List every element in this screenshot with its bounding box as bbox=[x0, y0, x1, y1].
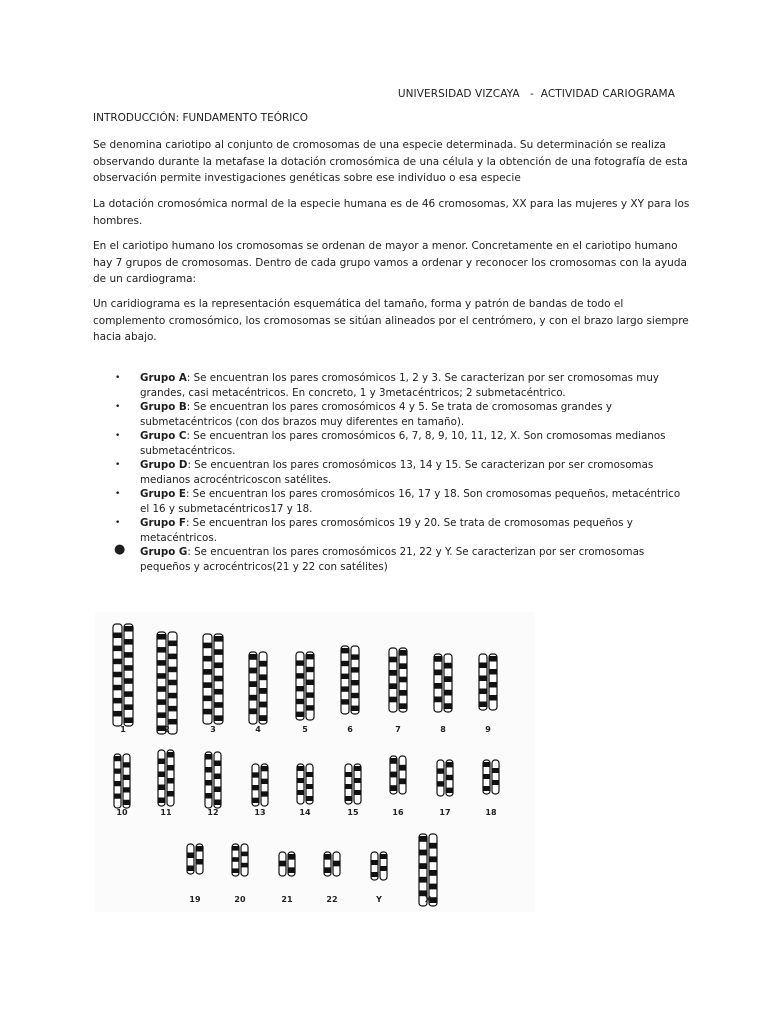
group-label: Grupo B bbox=[140, 401, 187, 413]
chromosome-pair-5 bbox=[296, 652, 314, 720]
chromosome-label: X bbox=[424, 895, 432, 904]
chromosome-pair-22 bbox=[324, 852, 340, 876]
document-header: UNIVERSIDAD VIZCAYA - ACTIVIDAD CARIOGRAMA bbox=[397, 88, 675, 100]
chromosome-label: 18 bbox=[485, 808, 497, 817]
chromosome-label: 1 bbox=[120, 725, 126, 734]
chromosome-pair-3 bbox=[203, 634, 223, 724]
karyotype-image bbox=[95, 612, 535, 912]
group-text: : Se encuentran los pares cromosómicos 1, 2 y 3. Se caracterizan por ser cromosomas muy grandes, casi metacéntricos. En concreto, 1 y 3metacéntricos; 2 submetacéntrico. bbox=[140, 372, 659, 399]
group-text: : Se encuentran los pares cromosómicos 6, 7, 8, 9, 10, 11, 12, X. Son cromosomas medianos submetacéntricos. bbox=[140, 430, 666, 457]
list-item bbox=[93, 400, 683, 429]
chromosome-pair-6 bbox=[341, 646, 359, 714]
group-label: Grupo D bbox=[140, 459, 188, 471]
chromosome-pair-20 bbox=[232, 844, 248, 876]
bullet-icon: • bbox=[115, 431, 121, 441]
bullet-icon: • bbox=[115, 518, 121, 528]
bullet-icon: ● bbox=[114, 542, 126, 557]
chromosome-pair-12 bbox=[205, 752, 221, 808]
group-label: Grupo C bbox=[140, 430, 187, 442]
chromosome-label: Y bbox=[376, 895, 382, 904]
group-label: Grupo A bbox=[140, 372, 187, 384]
group-label: Grupo G bbox=[140, 546, 188, 558]
chromosome-label: 21 bbox=[281, 895, 293, 904]
group-text: : Se encuentran los pares cromosómicos 13, 14 y 15. Se caracterizan por ser cromosomas medianos acrocéntricoscon satélites. bbox=[140, 459, 654, 486]
paragraph-ordering: En el cariotipo humano los cromosomas se ordenan de mayor a menor. Concretamente en el cariotipo humano hay 7 grupos de cromosomas. Dentro de cada grupo vamos a ordenar y reconocer los cromosomas con la ayuda de un cardiograma: bbox=[93, 240, 687, 285]
chromosome-pair-13 bbox=[252, 764, 268, 806]
section-heading: INTRODUCCIÓN: FUNDAMENTO TEÓRICO bbox=[93, 112, 308, 124]
group-label: Grupo E bbox=[140, 488, 186, 500]
list-item bbox=[93, 458, 683, 487]
chromosome-label: 20 bbox=[234, 895, 246, 904]
bullet-icon: • bbox=[115, 402, 121, 412]
chromosome-pair-9 bbox=[479, 654, 497, 710]
chromosome-label: 14 bbox=[299, 808, 311, 817]
group-text: : Se encuentran los pares cromosómicos 21, 22 y Y. Se caracterizan por ser cromosomas pequeños y acrocéntricos(21 y 22 con satélites) bbox=[140, 546, 645, 573]
chromosome-pair-19 bbox=[187, 844, 203, 874]
chromosome-label: 7 bbox=[395, 725, 401, 734]
chromosome-label: 11 bbox=[160, 808, 172, 817]
chromosome-pair-15 bbox=[345, 764, 361, 804]
chromosome-pair-16 bbox=[390, 756, 406, 794]
chromosome-pair-4 bbox=[249, 652, 267, 724]
chromosome-label: 19 bbox=[189, 895, 201, 904]
chromosome-pair-14 bbox=[297, 764, 313, 804]
chromosome-pair-18 bbox=[483, 760, 499, 794]
chromosome-label: 10 bbox=[116, 808, 128, 817]
chromosome-pair-17 bbox=[437, 760, 453, 796]
karyotype-figure bbox=[95, 612, 535, 912]
chromosome-label: 9 bbox=[485, 725, 491, 734]
list-item bbox=[93, 516, 683, 545]
chromosome-label: 17 bbox=[439, 808, 451, 817]
paragraph-cardiogram: Un caridiograma es la representación esquemática del tamaño, forma y patrón de bandas de todo el complemento cromosómico, los cromosomas se sitúan alineados por el centrómero, y con el brazo largo siempre hacia abajo. bbox=[93, 298, 689, 343]
chromosome-pair-21 bbox=[279, 852, 295, 876]
paragraph-human-dotation: La dotación cromosómica normal de la especie humana es de 46 cromosomas, XX para las mujeres y XY para los hombres. bbox=[93, 198, 690, 227]
chromosome-label: 6 bbox=[347, 725, 353, 734]
bullet-icon: • bbox=[115, 460, 121, 470]
list-item bbox=[93, 487, 683, 516]
group-text: : Se encuentran los pares cromosómicos 4 y 5. Se trata de cromosomas grandes y submetacéntricos (con dos brazos muy diferentes en tamaño). bbox=[140, 401, 612, 428]
group-text: : Se encuentran los pares cromosómicos 19 y 20. Se trata de cromosomas pequeños y metacéntricos. bbox=[140, 517, 633, 544]
chromosome-label: 22 bbox=[326, 895, 338, 904]
list-item bbox=[93, 542, 683, 574]
group-label: Grupo F bbox=[140, 517, 186, 529]
chromosome-label: 13 bbox=[254, 808, 266, 817]
chromosome-label: 5 bbox=[302, 725, 308, 734]
list-item bbox=[93, 371, 683, 400]
chromosome-label: 8 bbox=[440, 725, 446, 734]
group-text: : Se encuentran los pares cromosómicos 16, 17 y 18. Son cromosomas pequeños, metacéntrico el 16 y submetacéntricos17 y 18. bbox=[140, 488, 681, 515]
chromosome-label: 12 bbox=[207, 808, 219, 817]
chromosome-label: 15 bbox=[347, 808, 359, 817]
chromosome-pair-1 bbox=[113, 624, 133, 726]
group-list bbox=[93, 371, 683, 574]
chromosome-pair-10 bbox=[114, 754, 130, 808]
chromosome-label: 2 bbox=[164, 725, 170, 734]
chromosome-label: 4 bbox=[255, 725, 261, 734]
bullet-icon: • bbox=[115, 373, 121, 383]
list-item bbox=[93, 429, 683, 458]
chromosome-pair-7 bbox=[389, 648, 407, 712]
paragraph-definition: Se denomina cariotipo al conjunto de cromosomas de una especie determinada. Su determinación se realiza observando durante la metafase la dotación cromosómica de una célula y la obtención de una fotografía de esta observación permite investigaciones genéticas sobre ese individuo o esa especie bbox=[93, 139, 688, 184]
chromosome-pair-2 bbox=[157, 632, 177, 734]
chromosome-label: 3 bbox=[210, 725, 216, 734]
bullet-icon: • bbox=[115, 489, 121, 499]
chromosome-pair-11 bbox=[158, 750, 174, 806]
chromosome-pair-y bbox=[371, 852, 387, 880]
chromosome-pair-8 bbox=[434, 654, 452, 712]
chromosome-label: 16 bbox=[392, 808, 404, 817]
